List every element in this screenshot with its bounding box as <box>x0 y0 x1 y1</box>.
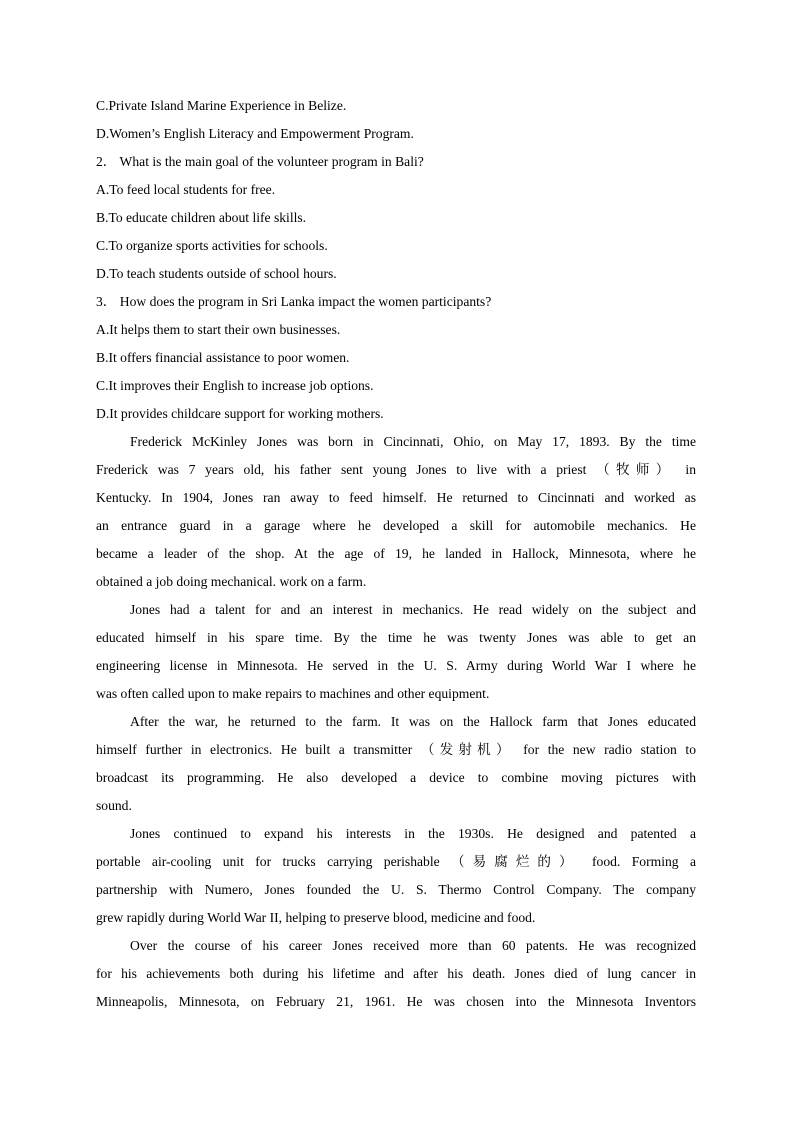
question-2-option-a: A.To feed local students for free. <box>96 182 276 197</box>
passage-line: Frederick was 7 years old, his father sent young Jones to live with a priest （牧师） in <box>96 462 696 477</box>
question-3-option-d: D.It provides childcare support for working mothers. <box>96 406 384 421</box>
passage-line: for his achievements both during his lifetime and after his death. Jones died of lung cancer in <box>96 966 696 981</box>
question-2-option-c: C.To organize sports activities for schools. <box>96 238 328 253</box>
passage-line: was often called upon to make repairs to machines and other equipment. <box>96 686 490 701</box>
passage-line: Jones continued to expand his interests in the 1930s. He designed and patented a <box>130 826 696 841</box>
passage-line: partnership with Numero, Jones founded the U. S. Thermo Control Company. The company <box>96 882 696 897</box>
passage-line: became a leader of the shop. At the age of 19, he landed in Hallock, Minnesota, where he <box>96 546 696 561</box>
passage-line: sound. <box>96 798 132 813</box>
question-2-option-d: D.To teach students outside of school hours. <box>96 266 337 281</box>
question-3-option-c: C.It improves their English to increase job options. <box>96 378 374 393</box>
question-3-stem: 3． How does the program in Sri Lanka impact the women participants? <box>96 294 492 309</box>
passage-line: Over the course of his career Jones received more than 60 patents. He was recognized <box>130 938 696 953</box>
passage-line: Jones had a talent for and an interest in mechanics. He read widely on the subject and <box>130 602 696 617</box>
passage-paragraph-3 <box>96 708 696 820</box>
passage-paragraph-5 <box>96 932 696 1016</box>
option-d-q1: D.Women’s English Literacy and Empowerment Program. <box>96 126 414 141</box>
passage-line: an entrance guard in a garage where he developed a skill for automobile mechanics. He <box>96 518 696 533</box>
passage-paragraph-1 <box>96 428 696 596</box>
passage-line: educated himself in his spare time. By the time he was twenty Jones was able to get an <box>96 630 696 645</box>
passage-line: Kentucky. In 1904, Jones ran away to feed himself. He returned to Cincinnati and worked as <box>96 490 696 505</box>
passage-line: engineering license in Minnesota. He served in the U. S. Army during World War I where he <box>96 658 696 673</box>
passage-paragraph-2 <box>96 596 696 708</box>
passage-line: After the war, he returned to the farm. It was on the Hallock farm that Jones educated <box>130 714 696 729</box>
passage-line: himself further in electronics. He built a transmitter （发射机） for the new radio station to <box>96 742 696 757</box>
document-page <box>96 92 696 1016</box>
passage-line: obtained a job doing mechanical. work on a farm. <box>96 574 367 589</box>
passage-line: broadcast its programming. He also developed a device to combine moving pictures with <box>96 770 696 785</box>
question-2-stem: 2． What is the main goal of the volunteer program in Bali? <box>96 154 424 169</box>
passage-line: grew rapidly during World War II, helping to preserve blood, medicine and food. <box>96 910 536 925</box>
passage-line: Minneapolis, Minnesota, on February 21, 1961. He was chosen into the Minnesota Inventors <box>96 994 696 1009</box>
passage-line: portable air-cooling unit for trucks carrying perishable （易腐烂的） food. Forming a <box>96 854 696 869</box>
question-3-option-a: A.It helps them to start their own businesses. <box>96 322 341 337</box>
passage-line: Frederick McKinley Jones was born in Cincinnati, Ohio, on May 17, 1893. By the time <box>130 434 696 449</box>
question-2-option-b: B.To educate children about life skills. <box>96 210 307 225</box>
question-3-option-b: B.It offers financial assistance to poor women. <box>96 350 350 365</box>
option-c-q1: C.Private Island Marine Experience in Belize. <box>96 98 347 113</box>
passage-paragraph-4 <box>96 820 696 932</box>
